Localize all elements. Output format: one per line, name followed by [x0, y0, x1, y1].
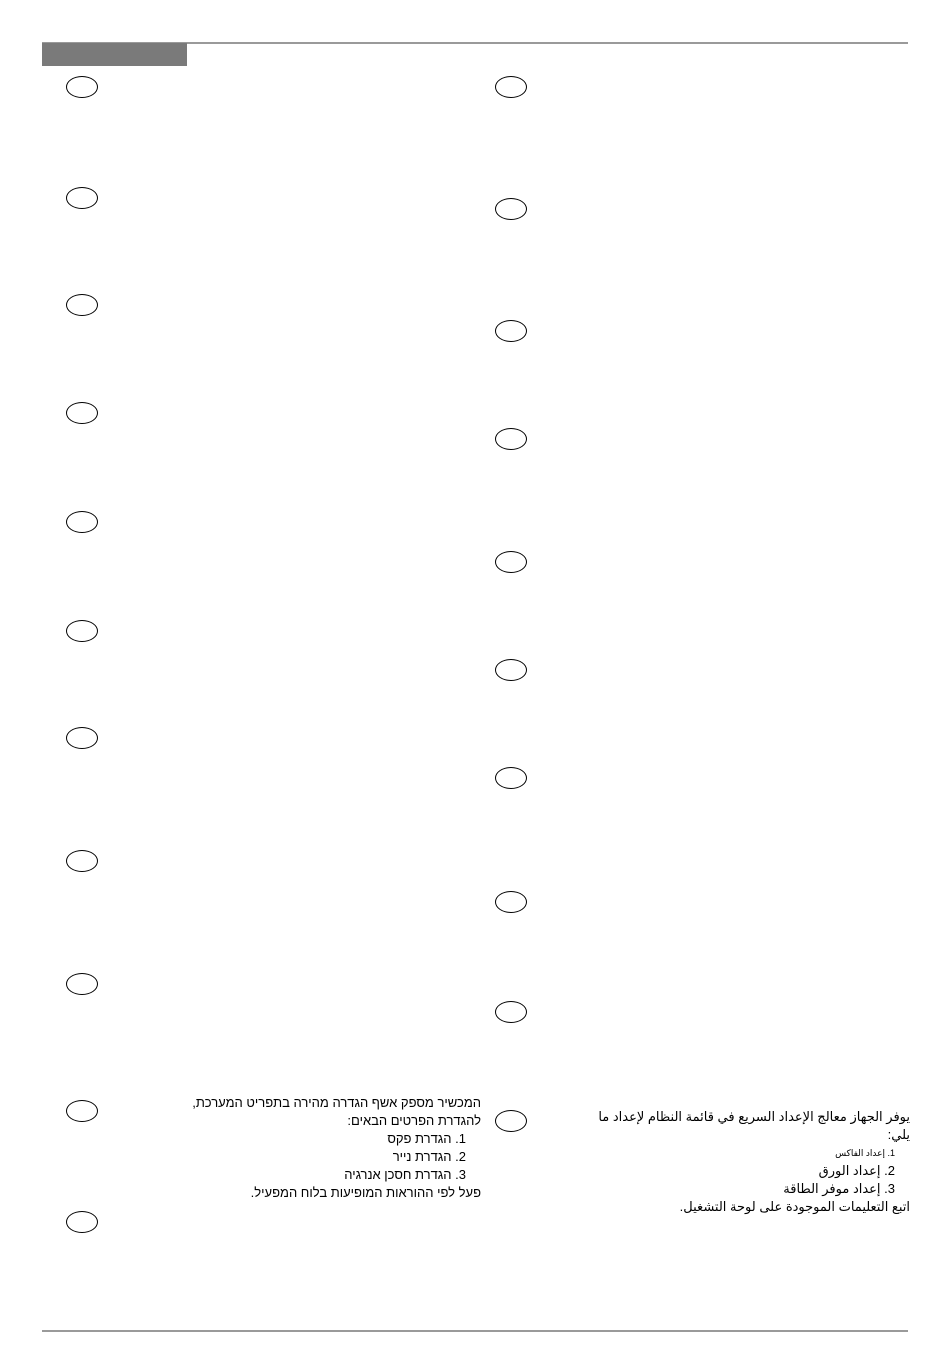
hebrew-item-2: 2. הגדרת נייר: [392, 1149, 466, 1164]
language-oval: [66, 511, 98, 533]
arabic-item-3: 3. إعداد موفر الطاقة: [783, 1181, 895, 1196]
language-oval: [66, 1211, 98, 1233]
arabic-outro: اتبع التعليمات الموجودة على لوحة التشغيل.: [679, 1199, 910, 1214]
language-oval: [66, 294, 98, 316]
hebrew-outro: פעל לפי ההוראות המופיעות בלוח המפעיל.: [250, 1185, 481, 1200]
language-oval-hebrew: [66, 1100, 98, 1122]
hebrew-item-1: 1. הגדרת פקס: [387, 1131, 466, 1146]
arabic-instructions: [580, 1108, 910, 1216]
language-oval: [66, 187, 98, 209]
language-oval-arabic: [495, 1110, 527, 1132]
language-oval: [66, 620, 98, 642]
language-oval: [66, 973, 98, 995]
language-oval: [495, 428, 527, 450]
language-oval: [66, 850, 98, 872]
footer-rule: [42, 1330, 908, 1332]
hebrew-item-3: 3. הגדרת חסכן אנרגיה: [344, 1167, 466, 1182]
language-oval: [495, 659, 527, 681]
language-oval: [495, 76, 527, 98]
arabic-item-1: 1. إعداد الفاكس: [835, 1148, 895, 1158]
language-oval: [495, 320, 527, 342]
header-tab: [42, 43, 187, 66]
hebrew-instructions: [151, 1094, 481, 1202]
language-oval: [66, 76, 98, 98]
language-oval: [66, 727, 98, 749]
language-oval: [495, 198, 527, 220]
arabic-item-2: 2. إعداد الورق: [818, 1163, 895, 1178]
hebrew-intro: המכשיר מספק אשף הגדרה מהירה בתפריט המערכת, להגדרת הפרטים הבאים:: [192, 1095, 481, 1128]
language-oval: [495, 1001, 527, 1023]
language-oval: [495, 891, 527, 913]
language-oval: [495, 551, 527, 573]
language-oval: [495, 767, 527, 789]
arabic-intro: يوفر الجهاز معالج الإعداد السريع في قائمة النظام لإعداد ما يلي:: [598, 1109, 910, 1142]
language-oval: [66, 402, 98, 424]
